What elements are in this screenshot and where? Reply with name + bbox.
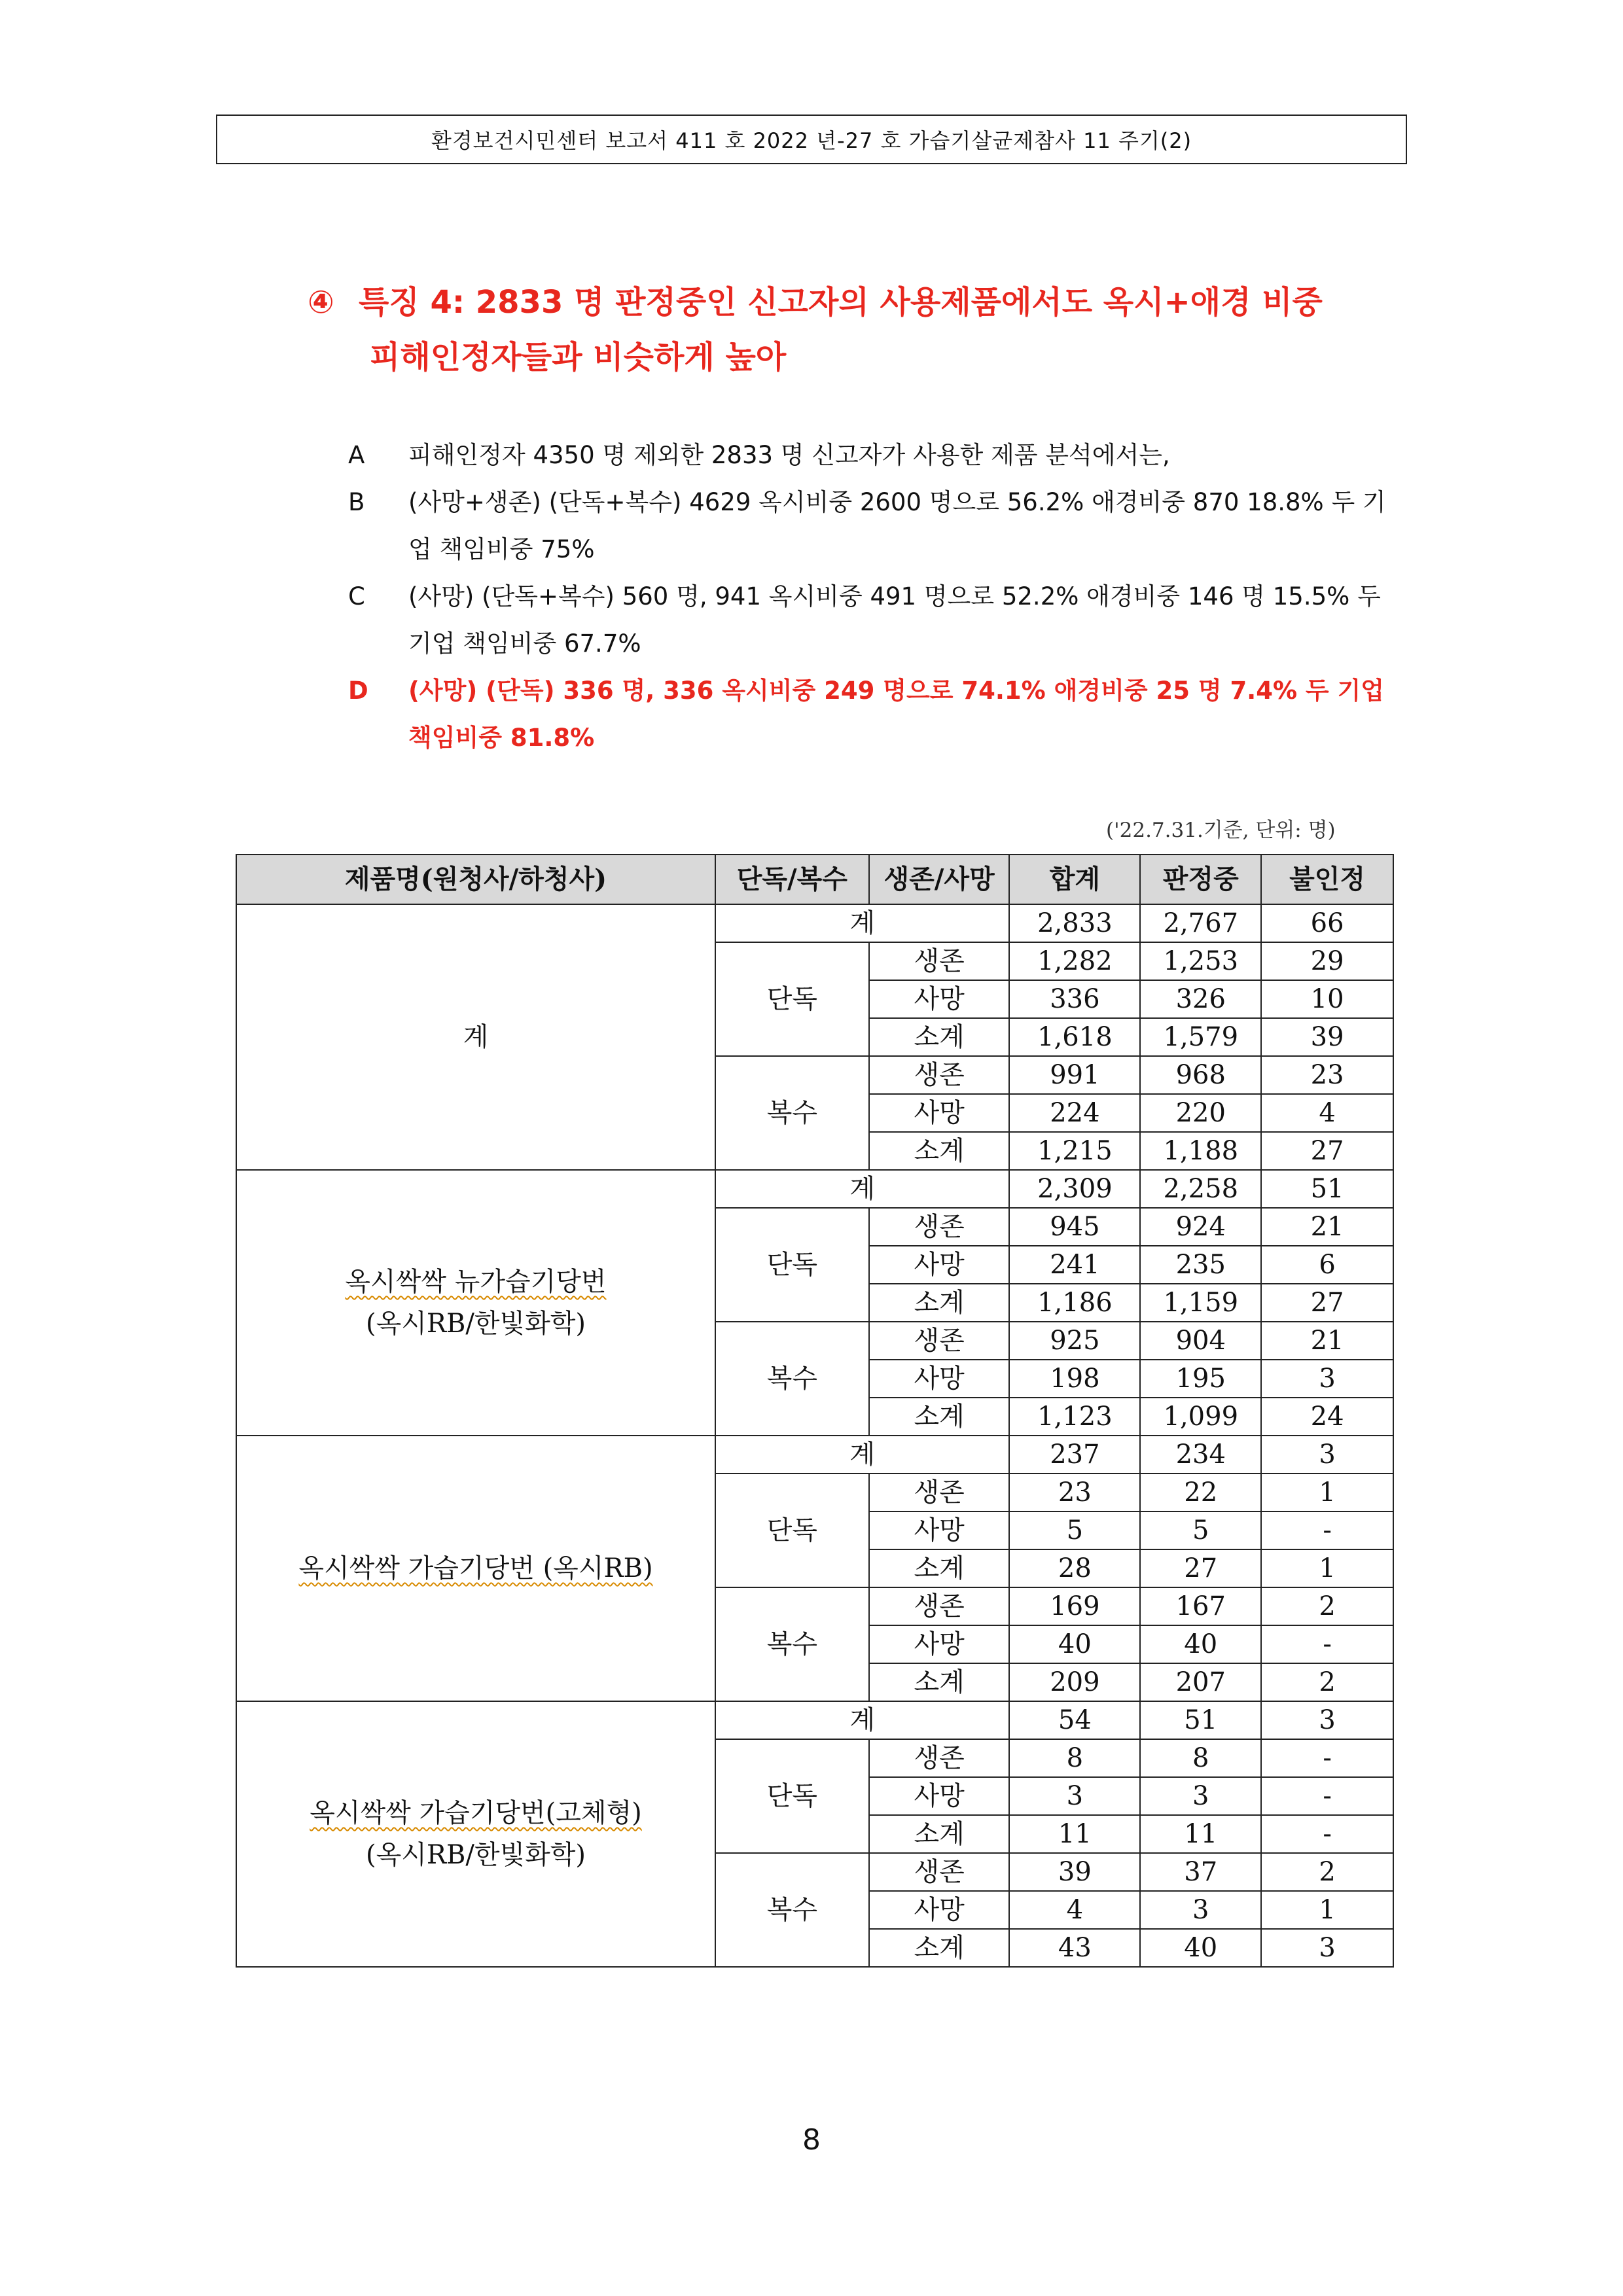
col-header-single-multi: 단독/복수 bbox=[715, 855, 869, 904]
pending-cell: 51 bbox=[1140, 1701, 1261, 1739]
pending-cell: 3 bbox=[1140, 1777, 1261, 1815]
rejected-cell: 3 bbox=[1261, 1701, 1393, 1739]
rejected-cell: 1 bbox=[1261, 1474, 1393, 1511]
product-name-line1: 옥시싹싹 뉴가습기당번 bbox=[345, 1267, 607, 1297]
rejected-cell: 6 bbox=[1261, 1246, 1393, 1284]
pending-cell: 1,099 bbox=[1140, 1398, 1261, 1436]
sum-cell: 4 bbox=[1009, 1891, 1140, 1929]
bullet-label: A bbox=[348, 441, 365, 469]
sum-cell: 54 bbox=[1009, 1701, 1140, 1739]
col-header-total: 합계 bbox=[1009, 855, 1140, 904]
alive-dead-cell: 소계 bbox=[869, 1018, 1010, 1056]
alive-dead-cell: 소계 bbox=[869, 1929, 1010, 1967]
rejected-cell: 10 bbox=[1261, 980, 1393, 1018]
pending-cell: 11 bbox=[1140, 1815, 1261, 1853]
pending-cell: 326 bbox=[1140, 980, 1261, 1018]
sum-cell: 1,282 bbox=[1009, 942, 1140, 980]
pending-cell: 235 bbox=[1140, 1246, 1261, 1284]
sum-cell: 991 bbox=[1009, 1056, 1140, 1094]
total-label-cell: 계 bbox=[715, 1170, 1009, 1208]
sum-cell: 23 bbox=[1009, 1474, 1140, 1511]
rejected-cell: 2 bbox=[1261, 1663, 1393, 1701]
bullet-item bbox=[348, 432, 1408, 479]
pending-cell: 40 bbox=[1140, 1929, 1261, 1967]
product-name-line2: (옥시RB/한빛화학) bbox=[365, 1840, 586, 1870]
rejected-cell: 2 bbox=[1261, 1587, 1393, 1625]
col-header-pending: 판정중 bbox=[1140, 855, 1261, 904]
pending-cell: 22 bbox=[1140, 1474, 1261, 1511]
bullet-item-highlight bbox=[348, 667, 1408, 762]
bullet-text: (사망+생존) (단독+복수) 4629 옥시비중 2600 명으로 56.2% 애경비중 870 18.8% 두 기업 책임비중 75% bbox=[408, 488, 1386, 563]
col-header-rejected: 불인정 bbox=[1261, 855, 1393, 904]
pending-cell: 3 bbox=[1140, 1891, 1261, 1929]
single-multi-cell: 복수 bbox=[715, 1322, 869, 1436]
sum-cell: 1,215 bbox=[1009, 1132, 1140, 1170]
sum-cell: 43 bbox=[1009, 1929, 1140, 1967]
product-name-line1: 계 bbox=[463, 1022, 489, 1052]
total-label-cell: 계 bbox=[715, 904, 1009, 942]
pending-cell: 1,188 bbox=[1140, 1132, 1261, 1170]
alive-dead-cell: 소계 bbox=[869, 1284, 1010, 1322]
rejected-cell: - bbox=[1261, 1625, 1393, 1663]
pending-cell: 1,159 bbox=[1140, 1284, 1261, 1322]
rejected-cell: 3 bbox=[1261, 1360, 1393, 1398]
table-row bbox=[236, 1701, 1393, 1739]
sum-cell: 1,186 bbox=[1009, 1284, 1140, 1322]
sum-cell: 28 bbox=[1009, 1549, 1140, 1587]
bullet-text: 피해인정자 4350 명 제외한 2833 명 신고자가 사용한 제품 분석에서는, bbox=[408, 441, 1170, 469]
bullet-label: D bbox=[348, 677, 368, 705]
alive-dead-cell: 생존 bbox=[869, 1056, 1010, 1094]
sum-cell: 5 bbox=[1009, 1511, 1140, 1549]
alive-dead-cell: 생존 bbox=[869, 942, 1010, 980]
pending-cell: 40 bbox=[1140, 1625, 1261, 1663]
sum-cell: 2,309 bbox=[1009, 1170, 1140, 1208]
product-name-cell bbox=[236, 1170, 715, 1436]
bullet-text: (사망) (단독) 336 명, 336 옥시비중 249 명으로 74.1% 애경비중 25 명 7.4% 두 기업 책임비중 81.8% bbox=[408, 677, 1385, 752]
rejected-cell: 66 bbox=[1261, 904, 1393, 942]
sum-cell: 1,618 bbox=[1009, 1018, 1140, 1056]
alive-dead-cell: 사망 bbox=[869, 1360, 1010, 1398]
report-header bbox=[216, 115, 1407, 164]
bullet-label: C bbox=[348, 582, 365, 610]
product-name-cell bbox=[236, 1436, 715, 1701]
pending-cell: 195 bbox=[1140, 1360, 1261, 1398]
rejected-cell: 51 bbox=[1261, 1170, 1393, 1208]
rejected-cell: 2 bbox=[1261, 1853, 1393, 1891]
total-label-cell: 계 bbox=[715, 1436, 1009, 1474]
pending-cell: 2,767 bbox=[1140, 904, 1261, 942]
single-multi-cell: 단독 bbox=[715, 1739, 869, 1853]
rejected-cell: - bbox=[1261, 1739, 1393, 1777]
rejected-cell: 29 bbox=[1261, 942, 1393, 980]
sum-cell: 1,123 bbox=[1009, 1398, 1140, 1436]
product-stats-table bbox=[236, 854, 1394, 1968]
alive-dead-cell: 사망 bbox=[869, 1891, 1010, 1929]
alive-dead-cell: 소계 bbox=[869, 1663, 1010, 1701]
alive-dead-cell: 사망 bbox=[869, 980, 1010, 1018]
bullet-list bbox=[348, 432, 1408, 762]
rejected-cell: - bbox=[1261, 1777, 1393, 1815]
single-multi-cell: 단독 bbox=[715, 1474, 869, 1587]
table-header-row bbox=[236, 855, 1393, 904]
col-header-alive-dead: 생존/사망 bbox=[869, 855, 1010, 904]
rejected-cell: 39 bbox=[1261, 1018, 1393, 1056]
pending-cell: 8 bbox=[1140, 1739, 1261, 1777]
bullet-item bbox=[348, 573, 1408, 667]
alive-dead-cell: 생존 bbox=[869, 1587, 1010, 1625]
sum-cell: 169 bbox=[1009, 1587, 1140, 1625]
alive-dead-cell: 생존 bbox=[869, 1739, 1010, 1777]
product-name-line1: 옥시싹싹 가습기당번(고체형) bbox=[310, 1798, 642, 1828]
sum-cell: 8 bbox=[1009, 1739, 1140, 1777]
section-title-line2: 피해인정자들과 비슷하게 높아 bbox=[370, 339, 787, 376]
table-row bbox=[236, 1170, 1393, 1208]
alive-dead-cell: 사망 bbox=[869, 1777, 1010, 1815]
rejected-cell: 3 bbox=[1261, 1929, 1393, 1967]
rejected-cell: 1 bbox=[1261, 1549, 1393, 1587]
sum-cell: 2,833 bbox=[1009, 904, 1140, 942]
alive-dead-cell: 사망 bbox=[869, 1094, 1010, 1132]
rejected-cell: 3 bbox=[1261, 1436, 1393, 1474]
sum-cell: 241 bbox=[1009, 1246, 1140, 1284]
pending-cell: 27 bbox=[1140, 1549, 1261, 1587]
single-multi-cell: 단독 bbox=[715, 1208, 869, 1322]
rejected-cell: 21 bbox=[1261, 1208, 1393, 1246]
table-unit-note: ('22.7.31.기준, 단위: 명) bbox=[1106, 819, 1336, 842]
rejected-cell: 24 bbox=[1261, 1398, 1393, 1436]
col-header-product: 제품명(원청사/하청사) bbox=[236, 855, 715, 904]
rejected-cell: 4 bbox=[1261, 1094, 1393, 1132]
sum-cell: 40 bbox=[1009, 1625, 1140, 1663]
section-title bbox=[308, 275, 1420, 385]
section-marker: ④ bbox=[308, 284, 334, 321]
sum-cell: 945 bbox=[1009, 1208, 1140, 1246]
alive-dead-cell: 사망 bbox=[869, 1625, 1010, 1663]
single-multi-cell: 복수 bbox=[715, 1587, 869, 1701]
single-multi-cell: 단독 bbox=[715, 942, 869, 1056]
rejected-cell: 1 bbox=[1261, 1891, 1393, 1929]
pending-cell: 1,253 bbox=[1140, 942, 1261, 980]
rejected-cell: 27 bbox=[1261, 1132, 1393, 1170]
alive-dead-cell: 소계 bbox=[869, 1815, 1010, 1853]
product-name-cell bbox=[236, 1701, 715, 1967]
pending-cell: 234 bbox=[1140, 1436, 1261, 1474]
sum-cell: 336 bbox=[1009, 980, 1140, 1018]
rejected-cell: - bbox=[1261, 1511, 1393, 1549]
sum-cell: 198 bbox=[1009, 1360, 1140, 1398]
section-title-line1: 특징 4: 2833 명 판정중인 신고자의 사용제품에서도 옥시+애경 비중 bbox=[359, 284, 1323, 321]
pending-cell: 968 bbox=[1140, 1056, 1261, 1094]
alive-dead-cell: 소계 bbox=[869, 1132, 1010, 1170]
alive-dead-cell: 소계 bbox=[869, 1549, 1010, 1587]
pending-cell: 5 bbox=[1140, 1511, 1261, 1549]
sum-cell: 209 bbox=[1009, 1663, 1140, 1701]
bullet-item bbox=[348, 479, 1408, 573]
alive-dead-cell: 생존 bbox=[869, 1322, 1010, 1360]
pending-cell: 904 bbox=[1140, 1322, 1261, 1360]
alive-dead-cell: 사망 bbox=[869, 1246, 1010, 1284]
pending-cell: 167 bbox=[1140, 1587, 1261, 1625]
table-row bbox=[236, 904, 1393, 942]
rejected-cell: 27 bbox=[1261, 1284, 1393, 1322]
pending-cell: 924 bbox=[1140, 1208, 1261, 1246]
sum-cell: 3 bbox=[1009, 1777, 1140, 1815]
sum-cell: 925 bbox=[1009, 1322, 1140, 1360]
pending-cell: 2,258 bbox=[1140, 1170, 1261, 1208]
pending-cell: 220 bbox=[1140, 1094, 1261, 1132]
alive-dead-cell: 생존 bbox=[869, 1474, 1010, 1511]
pending-cell: 1,579 bbox=[1140, 1018, 1261, 1056]
product-name-line1: 옥시싹싹 가습기당번 (옥시RB) bbox=[298, 1553, 653, 1583]
table-row bbox=[236, 1436, 1393, 1474]
product-name-cell bbox=[236, 904, 715, 1170]
report-header-text: 환경보건시민센터 보고서 411 호 2022 년-27 호 가습기살균제참사 11 주기(2) bbox=[431, 128, 1192, 153]
sum-cell: 237 bbox=[1009, 1436, 1140, 1474]
pending-cell: 207 bbox=[1140, 1663, 1261, 1701]
sum-cell: 39 bbox=[1009, 1853, 1140, 1891]
pending-cell: 37 bbox=[1140, 1853, 1261, 1891]
alive-dead-cell: 사망 bbox=[869, 1511, 1010, 1549]
total-label-cell: 계 bbox=[715, 1701, 1009, 1739]
sum-cell: 224 bbox=[1009, 1094, 1140, 1132]
sum-cell: 11 bbox=[1009, 1815, 1140, 1853]
bullet-label: B bbox=[348, 488, 365, 516]
bullet-text: (사망) (단독+복수) 560 명, 941 옥시비중 491 명으로 52.2% 애경비중 146 명 15.5% 두 기업 책임비중 67.7% bbox=[408, 582, 1381, 658]
rejected-cell: 23 bbox=[1261, 1056, 1393, 1094]
rejected-cell: - bbox=[1261, 1815, 1393, 1853]
rejected-cell: 21 bbox=[1261, 1322, 1393, 1360]
single-multi-cell: 복수 bbox=[715, 1056, 869, 1170]
page-number: 8 bbox=[802, 2123, 821, 2157]
single-multi-cell: 복수 bbox=[715, 1853, 869, 1967]
product-name-line2: (옥시RB/한빛화학) bbox=[365, 1309, 586, 1339]
alive-dead-cell: 생존 bbox=[869, 1853, 1010, 1891]
alive-dead-cell: 생존 bbox=[869, 1208, 1010, 1246]
alive-dead-cell: 소계 bbox=[869, 1398, 1010, 1436]
